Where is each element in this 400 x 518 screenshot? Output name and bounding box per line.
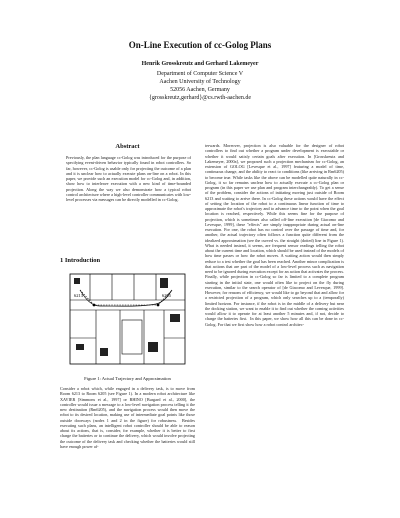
affiliation-line: 52056 Aachen, Germany <box>170 87 230 93</box>
goal-node-1 <box>93 304 96 307</box>
intro-text-left: Consider a robot which, while engaged in a delivery task, is to move from Room 6213 to Room 6205 (see Figure 1). In a modern robot architecture like XAVIER [Simmons et al., 1997] or RHINO [Burgard et al., 2000], the controller would issue a message to a low-level navigation process telling it the new destination (Rm6205), and the navigation process would then move the robot to its desired location, making use of intermediate goal points like those outside doorways (nodes 1 and 2 in the figure) for robustness. Besides executing such plans, an intelligent robot controller should be able to reason about its actions, that is, consider, for example, whether it is better to first charge the batteries or to continue the delivery, which would involve projecting the outcome of the delivery task and checking whether the batteries would still have enough power af- <box>60 386 195 449</box>
abstract-text: Previously, the plan language cc-Golog was introduced for the purpose of specifying event-driven behavior typically found in robot controllers. So far, however, cc-Golog is usable only for projecting the outcome of a plan and it is unclear how to actually execute plans on-line on a robot. In this paper, we provide such an execution model for cc-Golog and, in addition, show how to interleave execution with a new kind of time-bounded projection. Along the way we also demonstrate how a typical robot control architecture where a high-level controller communicates with low-level processes via messages can be directly modelled in cc-Golog. <box>66 155 191 202</box>
room-label-6205: 6205 <box>162 293 171 298</box>
affiliation-line: Department of Computer Science V <box>156 71 244 77</box>
approx-trajectory <box>80 290 172 305</box>
affiliation-line: Aachen University of Technology <box>159 79 241 85</box>
room-label-6213: 6213 <box>74 293 83 298</box>
section-heading: 1 Introduction <box>60 257 101 264</box>
paper-authors: Henrik Grosskreutz and Gerhard Lakemeyer <box>141 61 259 67</box>
intro-text-right: terwards. Moreover, projection is also valuable for the designer of robot controllers to find out whether a program under development is executable or whether it would satisfy certain goals after execution. In [Grosskreutz and Lakemeyer, 2000a], we proposed such a projection mechanism for cc-Golog, an extension of GOLOG [Levesque et al., 1997] featuring a model of time, continuous change, and the ability to react to conditions (like arriving in Rm6205) to become true. While tasks like the above can be modelled quite naturally in cc-Golog, it so far remains unclear how to actually execute a cc-Golog plan or program (in this paper we use plan and program interchangeably). To get a sense of the problem, consider the actions of initiating moving just outside of Room 6213 and waiting to arrive there. In cc-Golog these actions would have the effect of setting the location of the robot to a continuous linear function of time to approximate the robot's trajectory and to advance time to the point when the goal location is reached, respectively. While this seems fine for the purpose of projection, which is sometimes also called off-line execution [de Giacomo and Levesque, 1999], these "effects" are simply inappropriate during actual on-line execution. For one, the robot has no control over the passage of time and, for another, the actual trajectory often follows a function quite different from the idealized approximation (see the curved vs. the straight (dotted) line in Figure 1). What is needed instead, it seems, are frequent sensor readings telling the robot about the current time and location, which should be used instead of the models of how time passes or how the robot moves. A waiting action would then simply reduce to a test whether the goal has been reached. Another minor complication is that actions that are part of the model of a low-level process such as navigation need to be ignored during execution except for an action that activates the process. Finally, while projection in cc-Golog so far is limited to a complete program starting in the initial state, one would often like to project on the fly during execution, similar to the search operator of [de Giacomo and Levesque, 1999]. However, for reasons of efficiency, we would like to go beyond that and allow for a restricted projection of a program, which only searches up to a (temporally) limited horizon. For instance, if the robot is in the middle of a delivery but near the docking station, we want to enable it to find out whether the coming activities would allow it to operate for at least another 5 minutes and, if not, decide to charge the batteries first. In this paper, we show how all this can be done in cc-Golog. For that we first show how a robot control architec- <box>205 143 344 327</box>
paper-title: On-Line Execution of cc-Golog Plans <box>128 40 272 50</box>
author-emails: {grosskreutz,gerhard}@cs.rwth-aachen.de <box>148 95 252 101</box>
goal-node-2 <box>157 304 160 307</box>
abstract-heading: Abstract <box>115 143 140 150</box>
floor-plan-figure <box>60 270 195 370</box>
figure-caption: Figure 1: Actual Trajectory and Approximation <box>84 376 171 381</box>
